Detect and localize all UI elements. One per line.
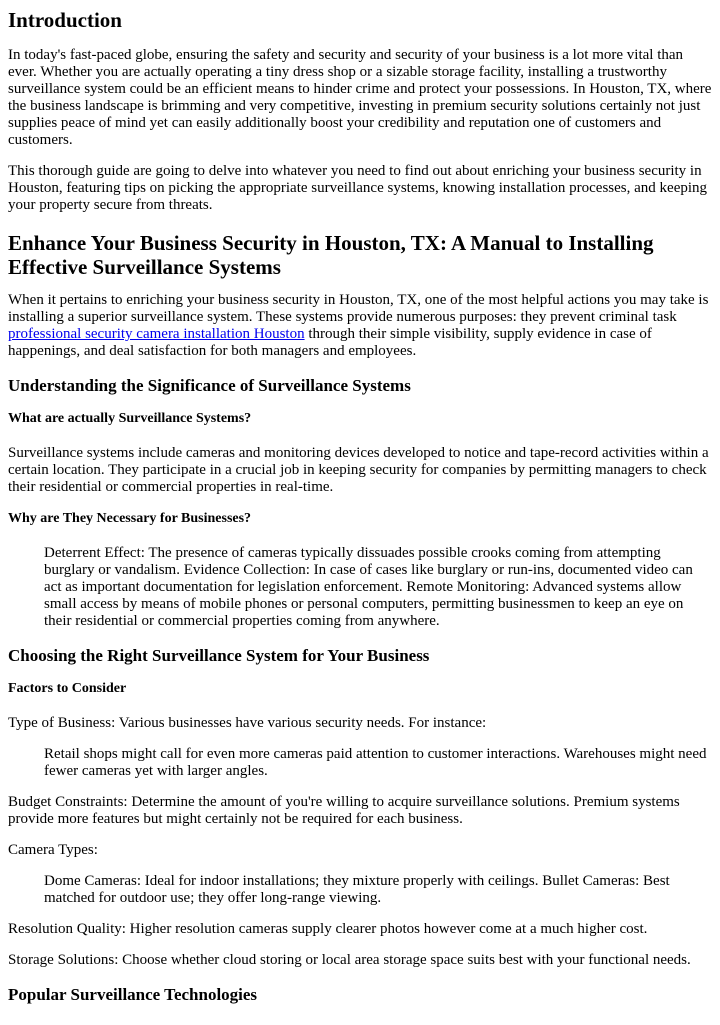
why-necessary-heading: Why are They Necessary for Businesses? — [8, 511, 252, 526]
choosing-heading: Choosing the Right Surveillance System for Your Business — [8, 646, 430, 665]
main-heading: Enhance Your Business Security in Houston, TX: A Manual to Installing Effective Surveillance Systems — [8, 231, 654, 279]
understanding-heading: Understanding the Significance of Surveillance Systems — [8, 376, 411, 395]
factors-heading: Factors to Consider — [8, 681, 127, 696]
introduction-heading: Introduction — [8, 8, 122, 32]
camera-types-quote: Dome Cameras: Ideal for indoor installations; they mixture properly with ceilings. Bullet Cameras: Best matched for outdoor use; they offer long-range viewing. — [44, 873, 670, 906]
type-of-business-quote: Retail shops might call for even more cameras paid attention to customer interactions. Warehouses might need fewer cameras yet with larger angles. — [44, 746, 707, 779]
intro-paragraph-1: In today's fast-paced globe, ensuring the safety and security and security of your business is a lot more vital than ever. Whether you are actually operating a tiny dress shop or a sizable storage facility, installing a trustworthy surveillance system could be an efficient means to hinder crime and protect your possessions. In Houston, TX, where the business landscape is brimming and very competitive, investing in premium security solutions certainly not just supplies peace of mind yet can easily additionally boost your credibility and reputation one of customers and customers. — [8, 47, 712, 148]
camera-types-paragraph: Camera Types: — [8, 842, 98, 858]
main-paragraph — [8, 292, 712, 360]
main-paragraph-text-before: When it pertains to enriching your business security in Houston, TX, one of the most helpful actions you may take is installing a superior surveillance system. These systems provide numerous purposes: they prevent criminal task — [8, 292, 709, 325]
article — [0, 8, 720, 1005]
what-are-surveillance-heading: What are actually Surveillance Systems? — [8, 411, 252, 426]
type-of-business-paragraph: Type of Business: Various businesses have various security needs. For instance: — [8, 715, 487, 731]
main-paragraph-text-after: through their simple visibility, supply evidence in case of happenings, and deal satisfaction for both managers and employees. — [8, 326, 652, 359]
security-camera-installation-link[interactable]: professional security camera installation Houston — [8, 326, 305, 342]
budget-paragraph: Budget Constraints: Determine the amount of you're willing to acquire surveillance solutions. Premium systems provide more features but might certainly not be required for each business. — [8, 794, 680, 827]
popular-technologies-heading: Popular Surveillance Technologies — [8, 985, 258, 1004]
what-are-surveillance-paragraph: Surveillance systems include cameras and monitoring devices developed to notice and tape-record activities within a certain location. They participate in a crucial job in keeping security for companies by permitting managers to check their residential or commercial properties in real-time. — [8, 445, 709, 495]
why-necessary-quote: Deterrent Effect: The presence of cameras typically dissuades possible crooks coming from attempting burglary or vandalism. Evidence Collection: In case of cases like burglary or run-ins, documented video can act as important documentation for legislation enforcement. Remote Monitoring: Advanced systems allow small access by means of mobile phones or personal computers, permitting businessmen to keep an eye on their residential or commercial properties coming from anywhere. — [44, 545, 693, 629]
intro-paragraph-2: This thorough guide are going to delve into whatever you need to find out about enriching your business security in Houston, featuring tips on picking the appropriate surveillance systems, knowing installation processes, and keeping your property secure from threats. — [8, 163, 708, 213]
resolution-paragraph: Resolution Quality: Higher resolution cameras supply clearer photos however come at a much higher cost. — [8, 921, 648, 937]
storage-paragraph: Storage Solutions: Choose whether cloud storing or local area storage space suits best with your functional needs. — [8, 952, 691, 968]
